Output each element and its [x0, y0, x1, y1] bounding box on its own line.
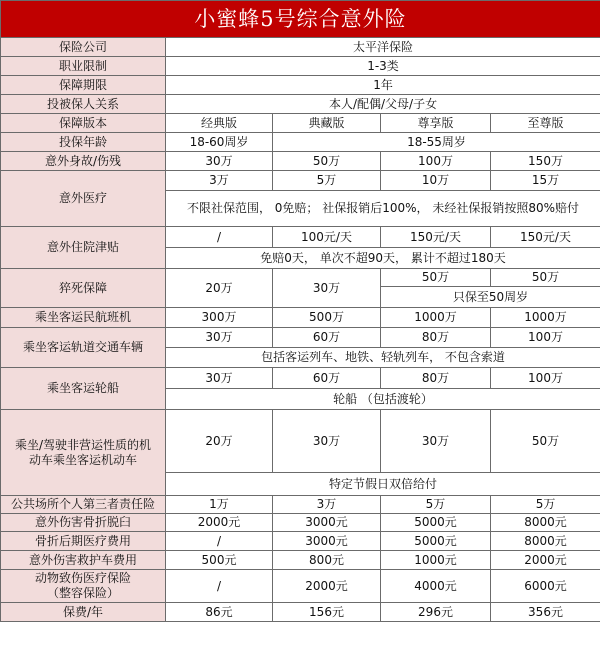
table-row	[1, 133, 600, 152]
table-row	[1, 95, 600, 114]
cell-value: 10万	[381, 171, 491, 191]
table-row	[1, 308, 600, 328]
cell-value: 2000元	[166, 514, 273, 532]
cell-value: 2000元	[273, 570, 381, 603]
row-label: 保险公司	[1, 38, 166, 57]
cell-value: 1000万	[381, 308, 491, 328]
row-label: 投被保人关系	[1, 95, 166, 114]
table-row	[1, 570, 600, 603]
row-label-line: （整容保险）	[46, 586, 119, 600]
plan-classic: 经典版	[166, 114, 273, 133]
cell-value: 30万	[166, 328, 273, 348]
cell-value: 30万	[166, 152, 273, 171]
cell-note: 包括客运列车、地铁、轻轨列车， 不包含索道	[166, 348, 600, 368]
cell-note: 轮船 （包括渡轮）	[166, 389, 600, 410]
cell-value: 5万	[273, 171, 381, 191]
cell-value: 50万	[491, 269, 600, 287]
cell-value: 50万	[381, 269, 491, 287]
cell-value: 18-60周岁	[166, 133, 273, 152]
cell-value: 500元	[166, 551, 273, 570]
cell-value: 30万	[273, 269, 381, 308]
row-label: 意外身故/伤残	[1, 152, 166, 171]
table-row	[1, 514, 600, 532]
row-label	[1, 410, 166, 496]
cell-value: /	[166, 532, 273, 551]
row-label: 投保年龄	[1, 133, 166, 152]
cell-value: 6000元	[491, 570, 600, 603]
row-label: 意外医疗	[1, 171, 166, 227]
table-row	[1, 532, 600, 551]
cell-value: 150万	[491, 152, 600, 171]
cell-note: 只保至50周岁	[381, 287, 600, 308]
row-label: 意外住院津贴	[1, 227, 166, 269]
cell-value: 60万	[273, 368, 381, 389]
row-label: 乘坐客运民航班机	[1, 308, 166, 328]
cell-value: 18-55周岁	[273, 133, 600, 152]
row-label-line: 动物致伤医疗保险	[34, 571, 131, 585]
premium-collection: 156元	[273, 603, 381, 622]
cell-value: /	[166, 570, 273, 603]
row-label: 意外伤害救护车费用	[1, 551, 166, 570]
table-row	[1, 551, 600, 570]
premium-supreme: 356元	[491, 603, 600, 622]
table-row	[1, 410, 600, 473]
premium-premium: 296元	[381, 603, 491, 622]
row-label: 保费/年	[1, 603, 166, 622]
table-row	[1, 328, 600, 348]
table-row	[1, 76, 600, 95]
cell-value: 50万	[491, 410, 600, 473]
row-label: 骨折后期医疗费用	[1, 532, 166, 551]
premium-classic: 86元	[166, 603, 273, 622]
cell-value: 80万	[381, 328, 491, 348]
table-row	[1, 227, 600, 248]
table-row	[1, 496, 600, 514]
row-label: 职业限制	[1, 57, 166, 76]
table-row	[1, 152, 600, 171]
plan-collection: 典藏版	[273, 114, 381, 133]
table-row	[1, 171, 600, 191]
row-label: 保障期限	[1, 76, 166, 95]
cell-value: 3万	[166, 171, 273, 191]
table-row	[1, 38, 600, 57]
cell-value: 30万	[381, 410, 491, 473]
row-label: 保障版本	[1, 114, 166, 133]
row-label	[1, 570, 166, 603]
table-row	[1, 57, 600, 76]
row-label-line: 乘坐/驾驶非营运性质的机	[14, 437, 152, 452]
table-row	[1, 368, 600, 389]
cell-value: 8000元	[491, 532, 600, 551]
plan-premium: 尊享版	[381, 114, 491, 133]
cell-value: 800元	[273, 551, 381, 570]
cell-value: 8000元	[491, 514, 600, 532]
cell-value: 1-3类	[166, 57, 600, 76]
cell-note: 特定节假日双倍给付	[166, 473, 600, 496]
cell-value: 50万	[273, 152, 381, 171]
cell-value: 1万	[166, 496, 273, 514]
cell-value: 1年	[166, 76, 600, 95]
cell-value: 80万	[381, 368, 491, 389]
cell-value: 30万	[273, 410, 381, 473]
cell-value: 500万	[273, 308, 381, 328]
cell-value: 本人/配偶/父母/子女	[166, 95, 600, 114]
cell-value: 150元/天	[381, 227, 491, 248]
cell-value: 1000元	[381, 551, 491, 570]
cell-value: 20万	[166, 410, 273, 473]
cell-value: 150元/天	[491, 227, 600, 248]
row-label-line: 动车乘坐客运机动车	[28, 452, 137, 467]
cell-value: 5000元	[381, 532, 491, 551]
table-row	[1, 603, 600, 622]
plan-supreme: 至尊版	[491, 114, 600, 133]
cell-value: 100万	[491, 328, 600, 348]
cell-note: 免赔0天， 单次不超90天， 累计不超过180天	[166, 248, 600, 269]
table-title: 小蜜蜂5号综合意外险	[1, 1, 600, 38]
cell-value: 2000元	[491, 551, 600, 570]
cell-value: 300万	[166, 308, 273, 328]
cell-value: 30万	[166, 368, 273, 389]
cell-value: /	[166, 227, 273, 248]
cell-value: 60万	[273, 328, 381, 348]
row-label: 乘坐客运轨道交通车辆	[1, 328, 166, 368]
cell-value: 5万	[381, 496, 491, 514]
cell-value: 5万	[491, 496, 600, 514]
cell-value: 100元/天	[273, 227, 381, 248]
row-label: 意外伤害骨折脱臼	[1, 514, 166, 532]
row-label: 乘坐客运轮船	[1, 368, 166, 410]
cell-value: 100万	[381, 152, 491, 171]
cell-value: 5000元	[381, 514, 491, 532]
cell-value: 3万	[273, 496, 381, 514]
table-row	[1, 114, 600, 133]
row-label: 猝死保障	[1, 269, 166, 308]
cell-value: 4000元	[381, 570, 491, 603]
cell-value: 1000万	[491, 308, 600, 328]
row-label: 公共场所个人第三者责任险	[1, 496, 166, 514]
cell-value: 3000元	[273, 532, 381, 551]
title-row	[1, 1, 600, 38]
table-row	[1, 269, 600, 287]
cell-value: 太平洋保险	[166, 38, 600, 57]
cell-value: 100万	[491, 368, 600, 389]
cell-value: 20万	[166, 269, 273, 308]
cell-value: 3000元	[273, 514, 381, 532]
cell-note: 不限社保范围， 0免赔； 社保报销后100%， 未经社保报销按照80%赔付	[166, 191, 600, 227]
cell-value: 15万	[491, 171, 600, 191]
